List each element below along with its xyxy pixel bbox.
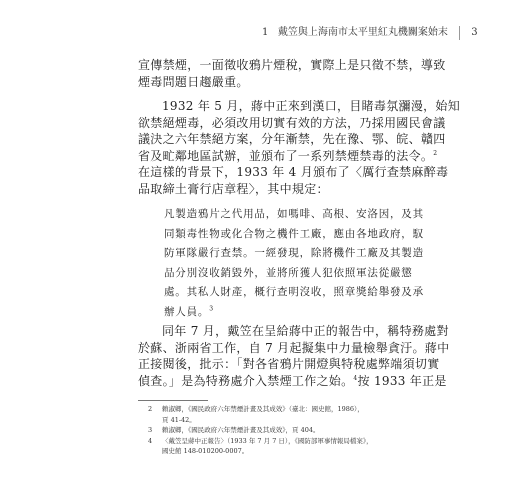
paragraph-2 bbox=[138, 98, 461, 197]
header-divider bbox=[459, 26, 460, 40]
text-line: 煙毒問題日趨嚴重。 bbox=[138, 74, 249, 89]
text-line-content: 省及甿鄰地區試辦，並頒布了一系列禁煙禁毒的法令。 bbox=[138, 148, 434, 163]
running-head bbox=[262, 23, 478, 40]
quote-line: 防軍隊嚴行查禁。一經發現，除將機件工廠及其製造 bbox=[164, 247, 424, 259]
chapter-number: 1 bbox=[262, 27, 269, 38]
footnote-rule bbox=[138, 400, 208, 401]
text-line: 議決之六年禁絕方案，分年漸禁，先在豫、鄂、皖、贛四 bbox=[138, 132, 446, 146]
text-line-content: 按 1933 年正是 bbox=[357, 373, 447, 388]
quote-line: 品分別沒收銷毀外，並將所獲人犯依照軍法從嚴懲 bbox=[164, 266, 413, 279]
quote-line: 同類毒性物或化合物之機件工廠，應由各地政府，馭 bbox=[164, 227, 424, 240]
footnote-ref: 2 bbox=[433, 149, 438, 157]
footnote-continuation: 頁 41-42。 bbox=[162, 415, 196, 424]
paragraph-1 bbox=[138, 57, 446, 90]
text-line: 正接閱後，批示：「對各省鴉片開燈與特稅處弊端須切實 bbox=[138, 357, 440, 371]
quote-line bbox=[164, 303, 420, 323]
footnote-number: 3 bbox=[148, 426, 153, 434]
footnote-text: 賴淑卿，《國民政府六年禁煙計畫及其成效》，頁 404。 bbox=[162, 426, 320, 434]
text-line bbox=[138, 148, 438, 165]
block-quote bbox=[164, 205, 424, 322]
footnote-text: 賴淑卿，《國民政府六年禁煙計畫及其成效》（臺北：國史館，1986）， bbox=[162, 405, 364, 413]
footnote bbox=[148, 404, 418, 415]
text-line: 同年 7 月，戴笠在呈給蔣中正的報告中，稱特務處對 bbox=[162, 324, 449, 338]
text-line: 欲禁絕煙毒，必須改用切實有效的方法，乃採用國民會議 bbox=[138, 115, 446, 130]
footnote-ref: 4 bbox=[353, 374, 358, 382]
footnote bbox=[148, 436, 418, 447]
quote-line: 處。其私人財產，概行查明沒收，照章獎給舉發及承 bbox=[164, 286, 424, 298]
paragraph-3 bbox=[138, 323, 450, 389]
text-line: 1932 年 5 月，蔣中正來到漢口，目睹毒氛瀰漫，始知 bbox=[162, 99, 461, 113]
footnote-number: 2 bbox=[148, 405, 153, 413]
quote-line-content: 辦人員。 bbox=[164, 305, 210, 318]
quote-line: 凡製造鴉片之代用品，如嗎啡、高根、安洛因，及其 bbox=[164, 208, 424, 220]
text-line: 在這樣的背景下，1933 年 4 月頒布了〈厲行查禁麻醉毒 bbox=[138, 165, 449, 179]
text-line: 宣傳禁煙，一面徵收鴉片煙稅，實際上是只徵不禁，導致 bbox=[138, 58, 446, 72]
footnotes bbox=[148, 404, 418, 457]
text-line bbox=[138, 373, 447, 390]
text-line-content: 偵查。」是為特務處介入禁煙工作之始。 bbox=[138, 373, 354, 388]
footnote-text: 〈戴笠呈蔣中正報告〉（1933 年 7 月 7 日），《國防部軍事情報局檔案》， bbox=[162, 436, 373, 445]
text-line: 於蘇、浙兩省工作，自 7 月起擬集中力量檢舉貪汙。蔣中 bbox=[138, 340, 450, 355]
page-number: 3 bbox=[471, 27, 478, 38]
chapter-title: 戴笠與上海南市太平里紅丸機關案始末 bbox=[277, 27, 448, 38]
text-line: 品取締土膏行店章程〉，其中規定： bbox=[138, 181, 329, 196]
footnote-continuation: 國史館 148-010200-0007。 bbox=[162, 447, 249, 455]
footnote-number: 4 bbox=[148, 436, 153, 445]
footnote bbox=[148, 425, 418, 436]
footnote-ref: 3 bbox=[209, 305, 214, 312]
